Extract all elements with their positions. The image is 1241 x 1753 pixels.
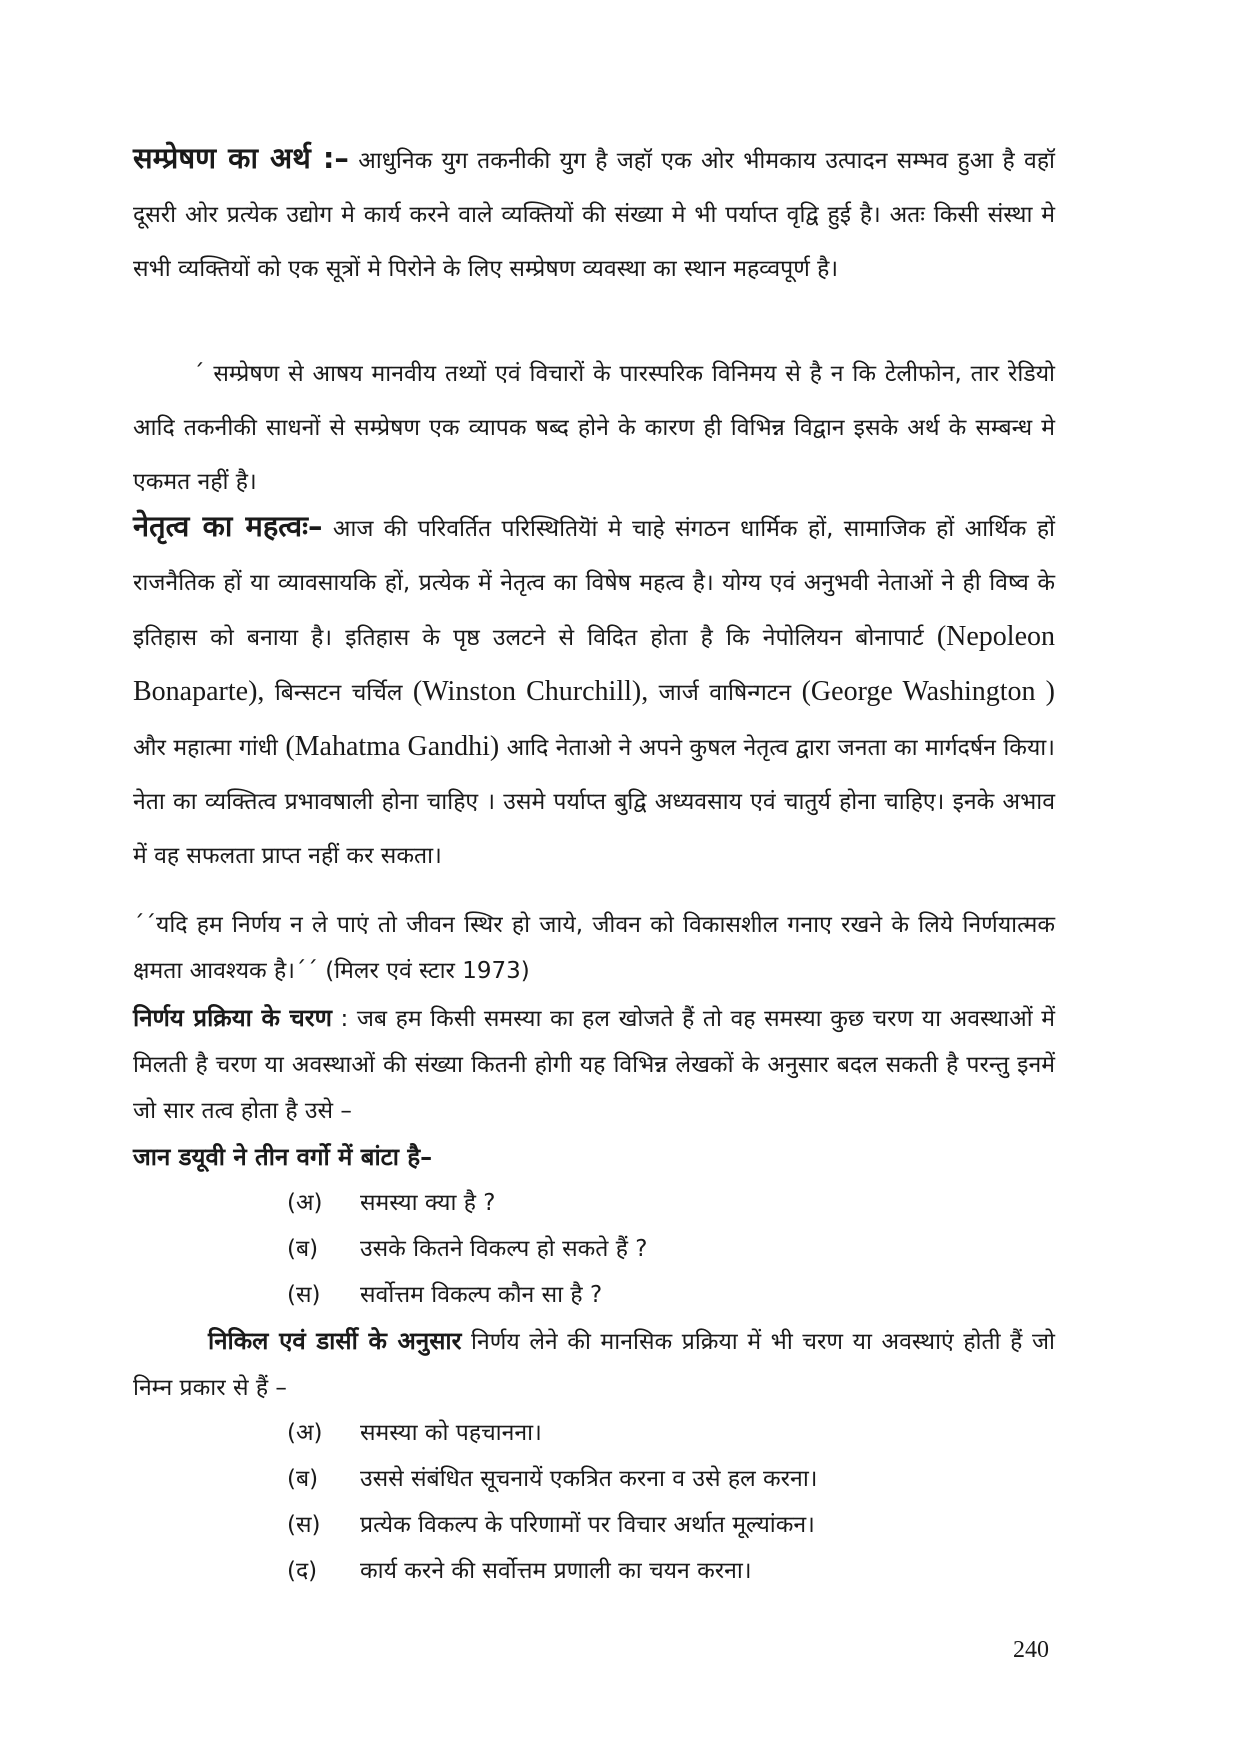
list-marker: (द) (287, 1558, 318, 1584)
list-item (287, 1502, 818, 1548)
english-name: (George Washington ) (801, 676, 1055, 707)
heading-leadership-importance: नेतृत्व का महत्वः– (133, 509, 323, 543)
nickel-darcy-list (287, 1410, 818, 1594)
paragraph-text: जार्ज वाषिन्गटन (648, 680, 802, 706)
list-marker: (अ) (287, 1420, 323, 1446)
paragraph-communication-meaning (133, 131, 1055, 296)
paragraph-text: निर्णय लेने की मानसिक प्रक्रिया में भी चरण या अवस्थाएं होती हैं जो निम्न प्रकार से हैं – (133, 1329, 1055, 1401)
english-name: (Mahatma Gandhi) (285, 731, 500, 762)
list-item (287, 1180, 647, 1226)
english-name: (Nepoleon Bonaparte), (133, 621, 1055, 707)
quote-paragraph (133, 902, 1055, 994)
paragraph-communication-definition (133, 347, 1055, 509)
heading-nickel-darcy: निकिल एवं डार्सी के अनुसार (208, 1327, 462, 1355)
paragraph-text: ´ सम्प्रेषण से आषय मानवीय तथ्यों एवं विचारों के पारस्परिक विनिमय से है न कि टेलीफोन, तार रेडियो आदि तकनीकी साधनों से सम्प्रेषण एक व्यापक षब्द होने के कारण ही विभिन्न विद्वान इसके अर्थ के सम्बन्ध मे एकमत नहीं है। (133, 361, 1055, 495)
list-item (287, 1410, 818, 1456)
list-marker: (स) (287, 1282, 321, 1308)
paragraph-leadership-importance (133, 499, 1055, 883)
list-item-text: समस्या क्या है ? (360, 1190, 496, 1216)
list-item-text: कार्य करने की सर्वोत्तम प्रणाली का चयन करना। (360, 1558, 752, 1584)
heading-communication-meaning: सम्प्रेषण का अर्थ :– (133, 141, 349, 175)
list-item (287, 1272, 647, 1318)
heading-decision-steps: निर्णय प्रक्रिया के चरण (133, 1004, 332, 1032)
paragraph-text: : जब हम किसी समस्या का हल खोजते हैं तो वह समस्या कुछ चरण या अवस्थाओं में मिलती है चरण या अवस्थाओं की संख्या कितनी होगी यह विभिन्न लेखकों के अनुसार बदल सकती है परन्तु इनमें जो सार तत्व होता है उसे – (133, 1006, 1055, 1124)
dewey-list (287, 1180, 647, 1318)
list-item-text: समस्या को पहचानना। (360, 1420, 542, 1446)
quote-text: ´´यदि हम निर्णय न ले पाएं तो जीवन स्थिर हो जाये, जीवन को विकासशील गनाए रखने के लिये निर्णयात्मक क्षमता आवश्यक है।´´ (मिलर एवं स्टार 1973) (133, 912, 1055, 984)
list-item-text: उससे संबंधित सूचनायें एकत्रित करना व उसे हल करना। (360, 1466, 818, 1492)
list-item (287, 1548, 818, 1594)
page-number: 240 (1013, 1637, 1049, 1663)
paragraph-text: और महात्मा गांधी (133, 735, 286, 761)
paragraph-nickel-darcy (133, 1318, 1055, 1411)
paragraph-text: बिन्सटन चर्चिल (264, 680, 413, 706)
list-item-text: प्रत्येक विकल्प के परिणामों पर विचार अर्थात मूल्यांकन। (360, 1512, 815, 1538)
english-name: (Winston Churchill), (412, 676, 649, 707)
paragraph-decision-steps (133, 995, 1055, 1134)
list-item-text: सर्वोत्तम विकल्प कौन सा है ? (360, 1282, 603, 1308)
paragraph-text: आदि नेताओ ने अपने कुषल नेतृत्व द्वारा जनता का मार्गदर्षन किया। नेता का व्यक्तित्व प्रभावषाली होना चाहिए । उसमे पर्याप्त बुद्वि अध्यवसाय एवं चातुर्य होना चाहिए। इनके अभाव में वह सफलता प्राप्त नहीं कर सकता। (133, 735, 1055, 869)
list-marker: (अ) (287, 1190, 323, 1216)
list-item (287, 1456, 818, 1502)
list-item-text: उसके कितने विकल्प हो सकते हैं ? (360, 1236, 648, 1262)
list-marker: (ब) (287, 1236, 319, 1262)
paragraph-text: आधुनिक युग तकनीकी युग है जहॉ एक ओर भीमकाय उत्पादन सम्भव हुआ है वहॉ दूसरी ओर प्रत्येक उद्योग मे कार्य करने वाले व्यक्तियों की संख्या मे भी पर्याप्त वृद्वि हुई है। अतः किसी संस्था मे सभी व्यक्तियों को एक सूत्रों मे पिरोने के लिए सम्प्रेषण व्यवस्था का स्थान महव्वपूर्ण है। (133, 148, 1055, 282)
heading-dewey: जान डयूवी ने तीन वर्गो में बांटा है– (133, 1143, 433, 1171)
list-marker: (ब) (287, 1466, 319, 1492)
list-marker: (स) (287, 1512, 321, 1538)
paragraph-text: आज की परिवर्तित परिस्थितियॆां मे चाहे संगठन धार्मिक हों, सामाजिक हों आर्थिक हों राजनैतिक हों या व्यावसायकि हों, प्रत्येक में नेतृत्व का विषेष महत्व है। योग्य एवं अनुभवी नेताओं ने ही विष्व के इतिहास को बनाया है। इतिहास के पृष्ठ उलटने से विदित होता है कि नेपोलियन बोनापार्ट (133, 516, 1055, 651)
list-item (287, 1226, 647, 1272)
